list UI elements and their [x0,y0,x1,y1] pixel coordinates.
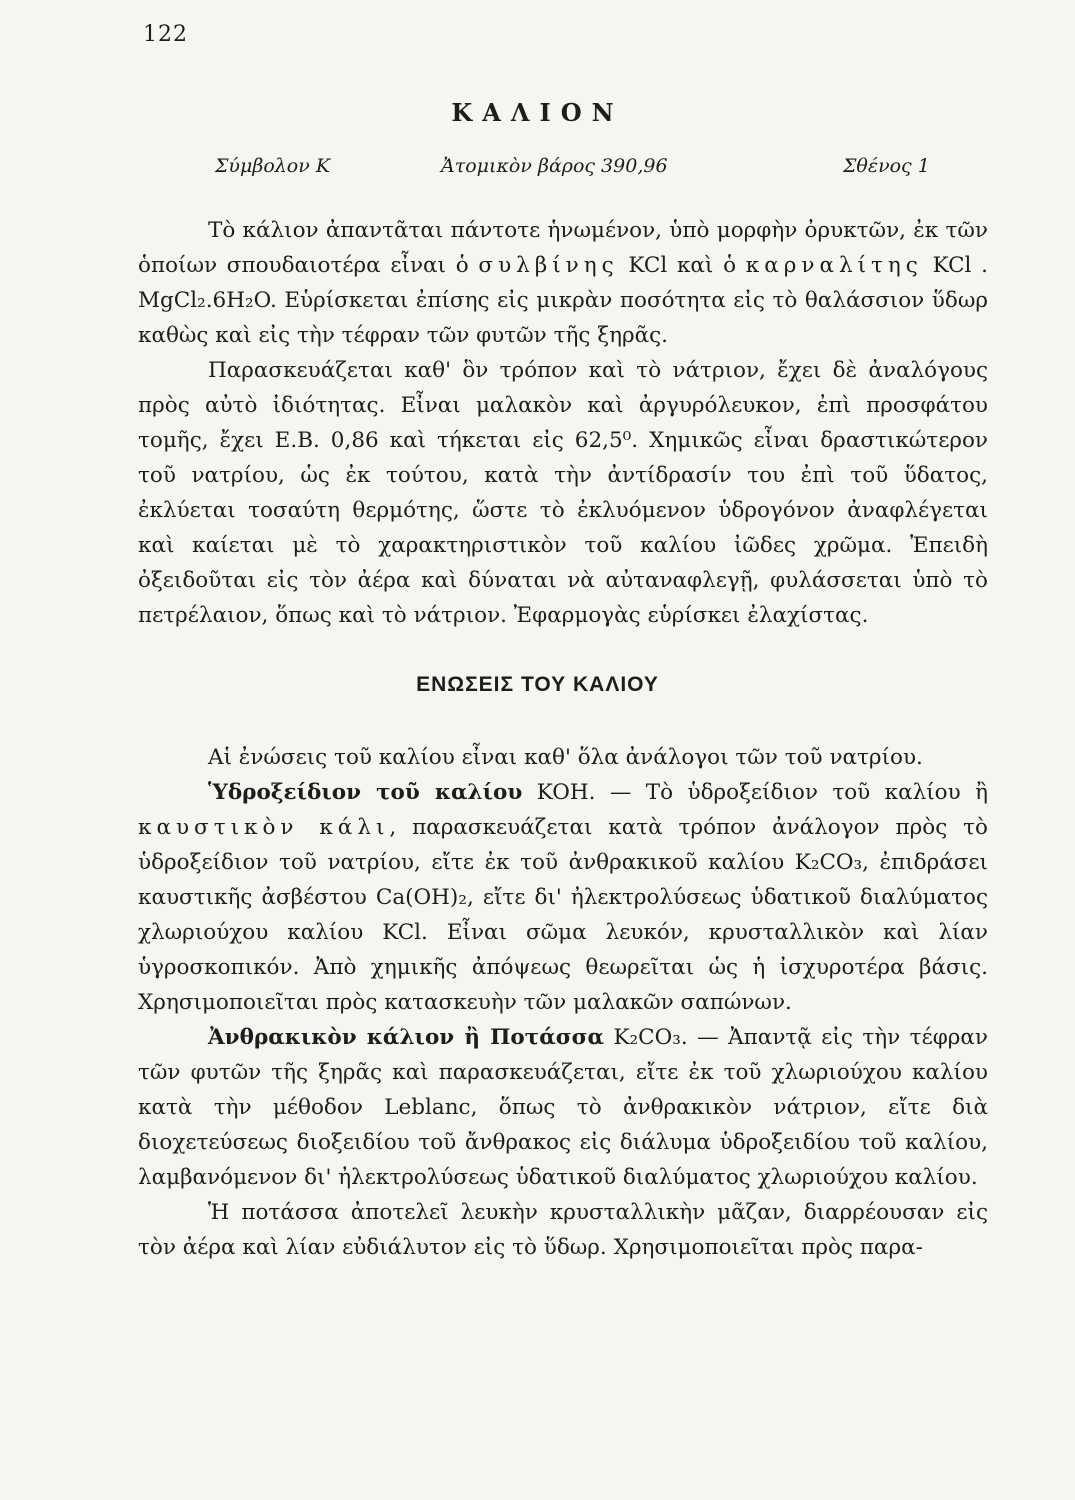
k2co3-formula: K₂CO₃. — [604,1025,729,1050]
caustic-potash-term: καυστικὸν κάλι [138,815,390,840]
section-heading: ΕΝΩΣΕΙΣ ΤΟΥ ΚΑΛΙΟΥ [416,673,659,696]
intro-text [138,213,988,633]
element-symbol: Σύμβολον K [215,155,331,177]
intro-paragraph-1 [138,213,988,353]
k2co3-paragraph [138,1020,988,1195]
intro-text-c: KCl . MgCl₂.6H₂O. Εὑρίσκεται ἐπίσης εἰς μικρὰν ποσότητα εἰς τὸ θαλάσσιον ὕδωρ καθὼς καὶ εἰς τὴν τέφραν τῶν φυτῶν τῆς ξηρᾶς. [138,253,988,348]
k2co3-term: Ἀνθρακικὸν κάλιον ἢ Ποτάσσα [208,1025,604,1050]
chapter-title: ΚΑΛΙΟΝ [451,98,624,127]
intro-paragraph-2: Παρασκευάζεται καθ' ὃν τρόπον καὶ τὸ νάτριον, ἔχει δὲ ἀναλόγους πρὸς αὐτὸ ἰδιότητας. Εἶναι μαλακὸν καὶ ἀργυρόλευκον, ἐπὶ προσφάτου τομῆς, ἔχει Ε.Β. 0,86 καὶ τήκεται εἰς 62,5⁰. Χημικῶς εἶναι δραστικώτερον τοῦ νατρίου, ὡς ἐκ τούτου, κατὰ τὴν ἀντίδρασίν του ἐπὶ τοῦ ὕδατος, ἐκλύεται τοσαύτη θερμότης, ὥστε τὸ ἐκλυόμενον ὑδρογόνον ἀναφλέγεται καὶ καίεται μὲ τὸ χαρακτηριστικὸν τοῦ καλίου ἰῶδες χρῶμα. Ἐπειδὴ ὀξειδοῦται εἰς τὸν ἀέρα καὶ δύναται νὰ αὐταναφλεγῇ, φυλάσσεται ὑπὸ τὸ πετρέλαιον, ὅπως καὶ τὸ νάτριον. Ἐφαρμογὰς εὑρίσκει ἐλαχίστας. [138,358,988,628]
koh-text-b: , παρασκευάζεται κατὰ τρόπον ἀνάλογον πρὸς τὸ ὑδροξείδιον τοῦ νατρίου, εἴτε ἐκ τοῦ ἀνθρακικοῦ καλίου K₂CO₃, ἐπιδράσει καυστικῆς ἀσβέστου Ca(OH)₂, εἴτε δι' ἠλεκτρολύσεως ὑδατικοῦ διαλύματος χλωριούχου καλίου KCl. Εἶναι σῶμα λευκόν, κρυσταλλικὸν καὶ λίαν ὑγροσκοπικόν. Ἀπὸ χημικῆς ἀπόψεως θεωρεῖται ὡς ἡ ἰσχυροτέρα βάσις. Χρησιμοποιεῖται πρὸς κατασκευὴν τῶν μαλακῶν σαπώνων. [138,815,988,1015]
page-number: 122 [143,22,188,47]
intro-text-b: KCl καὶ ὁ [618,253,746,278]
compounds-paragraph-1: Αἱ ἐνώσεις τοῦ καλίου εἶναι καθ' ὅλα ἀνάλογοι τῶν τοῦ νατρίου. [208,745,923,770]
koh-formula: KOH. — [522,780,646,805]
koh-term: Ὑδροξείδιον τοῦ καλίου [208,780,523,805]
potash-paragraph: Ἡ ποτάσσα ἀποτελεῖ λευκὴν κρυσταλλικὴν μᾶζαν, διαρρέουσαν εἰς τὸν ἀέρα καὶ λίαν εὐδιάλυτον εἰς τὸ ὕδωρ. Χρησιμοποιεῖται πρὸς παρα- [138,1200,988,1260]
koh-text-a: Τὸ ὑδροξείδιον τοῦ καλίου ἢ [645,780,988,805]
koh-paragraph [138,775,988,1020]
sylvinite-term: συλβίνης [478,253,619,278]
compounds-text [138,740,988,1265]
atomic-weight: Ἀτομικὸν βάρος 390,96 [441,155,668,177]
valence: Σθένος 1 [843,155,930,177]
k2co3-text: Ἀπαντᾷ εἰς τὴν τέφραν τῶν φυτῶν τῆς ξηρᾶς καὶ παρασκευάζεται, εἴτε ἐκ τοῦ χλωριούχου καλίου κατὰ τὴν μέθοδον Leblanc, ὅπως τὸ ἀνθρακικὸν νάτριον, εἴτε διὰ διοχετεύσεως διοξειδίου τοῦ ἄνθρακος εἰς διάλυμα ὑδροξειδίου τοῦ καλίου, λαμβανόμενον δι' ἠλεκτρολύσεως ὑδατικοῦ διαλύματος χλωριούχου καλίου. [138,1025,988,1190]
intro-text-a: Τὸ κάλιον ἀπαντᾶται πάντοτε ἡνωμένον, ὑπὸ μορφὴν ὀρυκτῶν, ἐκ τῶν ὁποίων σπουδαιοτέρα εἶναι ὁ [138,218,988,278]
carnallite-term: καρναλίτης [745,253,923,278]
